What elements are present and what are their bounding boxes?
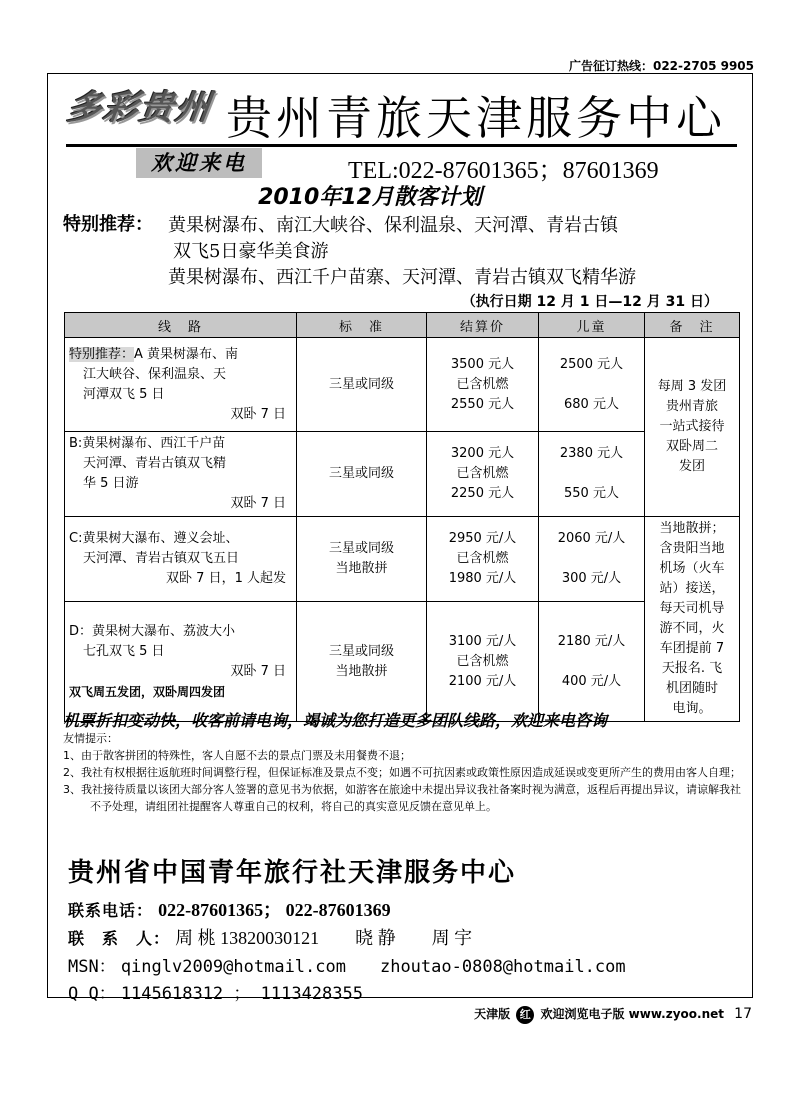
tip-item: 1、由于散客拼团的特殊性，客人自愿不去的景点门票及未用餐费不退； [63,749,411,762]
tip-item: 2、我社有权根据往返航班时间调整行程，但保证标准及景点不变；如遇不可抗因素或政策性原因造成延误或变更所产生的费用由客人自理； [63,766,741,779]
route-text: A 黄果树瀑布、南 [134,346,239,362]
route-cell: D：黄果树大瀑布、荔波大小 七孔双飞 5 日 双卧 7 日 双飞周五发团，双卧周四发团 [65,602,297,722]
contact-qq: Q Q： 1145618312 ； 1113428355 [68,984,363,1004]
telephone: TEL:022-87601365；87601369 [348,158,659,184]
page-title: 贵州青旅天津服务中心 [226,91,726,145]
page-footer [474,1005,752,1024]
footer-link[interactable]: 欢迎浏览电子版 www.zyoo.net [540,1007,724,1021]
recommend-line: 黄果树瀑布、南江大峡谷、保利温泉、天河潭、青岩古镇 [168,215,618,236]
column-header: 线 路 [65,313,297,338]
contact-phone: 联系电话： 022-87601365； 022-87601369 [68,900,391,920]
table-row [65,602,740,722]
route-cell [65,338,297,432]
red-edition-icon: 红 [516,1006,534,1024]
tip-item: 3、我社接待质量以该团大部分客人签署的意见书为依据，如游客在旅途中未提出异议我社备案时视为满意，返程后再提出异议，请谅解我社不予处理，请组团社提醒客人尊重自己的权利，将自己的真实意见反馈在意见单上。 [63,783,741,813]
column-header: 结算价 [427,313,539,338]
child-price-cell: 2500 元人 680 元人 [539,338,645,432]
recommend-label: 特别推荐： [63,214,153,235]
price-cell: 3100 元/人 已含机燃 2100 元/人 [427,602,539,722]
column-header: 儿童 [539,313,645,338]
plan-title: 2010年12月散客计划 [258,185,482,210]
edition-label: 天津版 [474,1007,511,1021]
remark-cell: 每周 3 发团 贵州青旅 一站式接待 双卧周二 发团 [645,338,740,517]
column-header: 备 注 [645,313,740,338]
route-cell: C:黄果树大瀑布、遵义会址、 天河潭、青岩古镇双飞五日 双卧 7 日，1 人起发 [65,517,297,602]
standard-cell: 三星或同级 当地散拼 [297,602,427,722]
tips-title: 友情提示： [63,732,118,745]
ad-frame [47,73,753,1004]
child-price-cell: 2060 元/人 300 元/人 [539,517,645,602]
special-tag: 特别推荐： [69,346,135,362]
ad-hotline: 广告征订热线：022-2705 9905 [568,59,754,73]
price-cell: 3500 元人 已含机燃 2550 元人 [427,338,539,432]
table-row [65,338,740,432]
contact-person: 联 系 人： 周 桃 13820030121 晓 静 周 宇 [68,928,473,948]
standard-cell: 三星或同级 [297,432,427,517]
execution-dates: （执行日期 12 月 1 日—12 月 31 日） [461,294,718,310]
recommend-line: 黄果树瀑布、西江千户苗寨、天河潭、青岩古镇双飞精华游 [168,267,636,288]
route-text: 河潭双飞 5 日 [83,386,165,402]
recommend-line: 双飞5日豪华美食游 [173,241,329,262]
table-header-row [65,313,740,338]
title-divider [66,144,737,147]
route-text: 江大峡谷、保利温泉、天 [83,366,227,382]
route-text: 双卧 7 日 [230,406,286,422]
contact-msn: MSN： qinglv2009@hotmail.com zhoutao-0808@hotmail.com [68,957,626,977]
colorful-guizhou-logo: 多彩贵州 [64,88,215,128]
booking-notice: 机票折扣变动快，收客前请电询，竭诚为您打造更多团队线路，欢迎来电咨询 [63,711,608,730]
price-cell: 2950 元/人 已含机燃 1980 元/人 [427,517,539,602]
welcome-banner: 欢迎来电 [136,148,262,178]
standard-cell: 三星或同级 当地散拼 [297,517,427,602]
standard-cell: 三星或同级 [297,338,427,432]
column-header: 标 准 [297,313,427,338]
remark-cell: 当地散拼； 含贵阳当地 机场（火车 站）接送， 每天司机导 游不同，火 车团提前 7 天报名. 飞 机团随时 电询。 [645,517,740,722]
friendly-tips [63,730,743,815]
price-cell: 3200 元人 已含机燃 2250 元人 [427,432,539,517]
child-price-cell: 2380 元人 550 元人 [539,432,645,517]
child-price-cell: 2180 元/人 400 元/人 [539,602,645,722]
table-row [65,432,740,517]
route-cell: B:黄果树瀑布、西江千户苗 天河潭、青岩古镇双飞精 华 5 日游 双卧 7 日 [65,432,297,517]
table-row [65,517,740,602]
tour-plan-table [64,312,740,722]
agency-name: 贵州省中国青年旅行社天津服务中心 [68,858,517,888]
page-number: 17 [734,1006,752,1022]
